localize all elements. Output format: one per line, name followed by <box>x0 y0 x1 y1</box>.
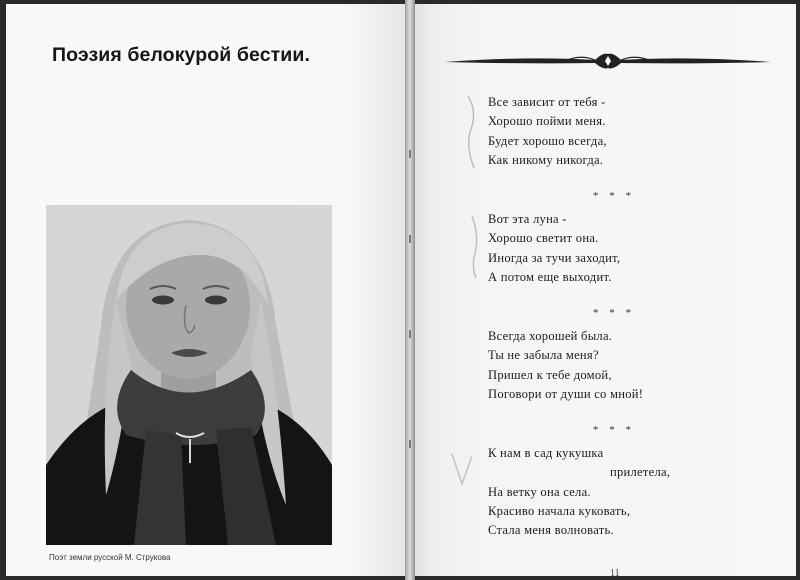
spine-stitch <box>409 440 411 448</box>
book-spine <box>405 0 415 580</box>
poem-line: Вот эта луна - <box>488 212 567 226</box>
poem-line: Всегда хорошей была. <box>488 329 613 343</box>
poem-line: А потом еще выходит. <box>488 269 612 284</box>
poem-line: К нам в сад кукушка <box>488 446 604 460</box>
poem-line: Хорошо пойми меня. <box>488 114 606 129</box>
poem-line: Все зависит от тебя - <box>488 95 606 109</box>
poem-stanza-3 <box>488 327 643 404</box>
pencil-mark <box>462 92 486 172</box>
ornament-divider <box>445 50 771 72</box>
page-number: 11 <box>610 568 620 579</box>
stanza-separator: * * * <box>593 424 635 436</box>
poem-line: Красиво начала куковать, <box>488 503 631 518</box>
stanza-separator: * * * <box>593 190 635 202</box>
portrait-image <box>46 205 332 545</box>
photo-caption: Поэт земли русской М. Струкова <box>49 553 171 562</box>
poem-line: Поговори от души со мной! <box>488 386 644 401</box>
spine-stitch <box>409 235 411 243</box>
stanza-separator: * * * <box>593 307 635 319</box>
poem-line: Ты не забыла меня? <box>488 348 599 363</box>
page-title: Поэзия белокурой бестии. <box>52 44 310 66</box>
poem-line: Стала меня волновать. <box>488 523 614 538</box>
poem-line: Будет хорошо всегда, <box>488 133 607 148</box>
spine-stitch <box>409 330 411 338</box>
poem-line: На ветку она села. <box>488 484 591 499</box>
poem-line: Хорошо светит она. <box>488 231 599 246</box>
poem-line: Как никому никогда. <box>488 152 604 167</box>
pencil-mark <box>448 450 476 490</box>
spine-stitch <box>409 150 411 158</box>
poem-line: Пришел к тебе домой, <box>488 367 612 382</box>
poem-stanza-4 <box>488 444 670 540</box>
poem-line: Иногда за тучи заходит, <box>488 250 621 265</box>
poem-stanza-1 <box>488 93 607 170</box>
poem-line: прилетела, <box>610 465 671 480</box>
author-portrait <box>46 205 332 545</box>
poem-stanza-2 <box>488 210 620 287</box>
pencil-mark <box>466 212 490 282</box>
